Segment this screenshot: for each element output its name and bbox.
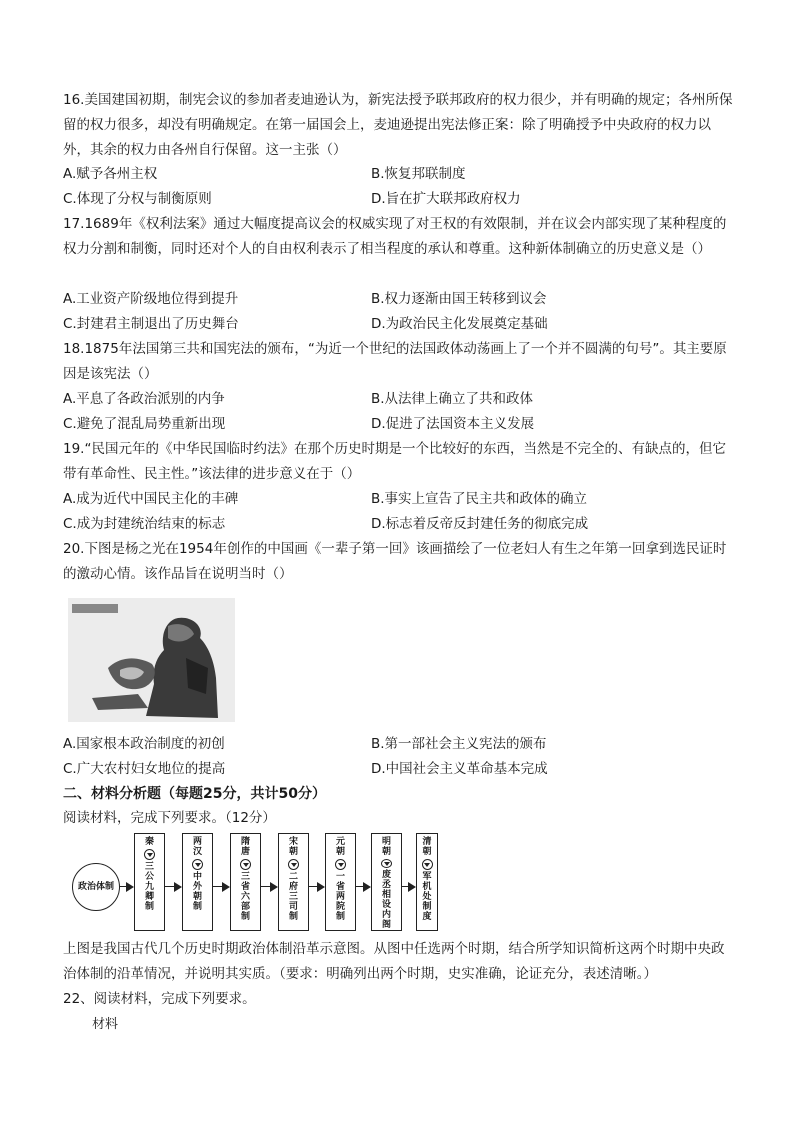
- q17-option-c: C.封建君主制退出了历史舞台: [63, 316, 239, 332]
- q17-stem: 17.1689年《权利法案》通过大幅度提高议会的权威实现了对王权的有效限制，并在议会内部实现了某种程度的权力分割和制衡，同时还对个人的自由权利表示了相当程度的承认和尊重。这种新体制确立的历史意义是（）: [63, 216, 727, 257]
- down-arrow-icon: [144, 849, 155, 860]
- q17-option-a: A.工业资产阶级地位得到提升: [63, 291, 239, 307]
- q20-option-b: B.第一部社会主义宪法的颁布: [371, 736, 547, 752]
- q18-option-b: B.从法律上确立了共和政体: [371, 391, 534, 407]
- q20-option-a: A.国家根本政治制度的初创: [63, 736, 225, 752]
- q18-option-a: A.平息了各政治派别的内争: [63, 391, 225, 407]
- diagram-root: 政治体制: [72, 863, 120, 911]
- diagram-era-box: 元朝 一省两院制: [325, 833, 356, 931]
- q17-option-b: B.权力逐渐由国王转移到议会: [371, 291, 547, 307]
- q19-stem: 19.“民国元年的《中华民国临时约法》在那个历史时期是一个比较好的东西，当然是不完全的、有缺点的，但它带有革命性、民主性。”该法律的进步意义在于（）: [63, 441, 726, 482]
- q20-option-c: C.广大农村妇女地位的提高: [63, 761, 226, 777]
- painting-image: [68, 598, 235, 722]
- q16-option-b: B.恢复邦联制度: [371, 166, 466, 182]
- diagram-era-box: 两汉 中外朝制: [182, 833, 213, 931]
- q18-stem: 18.1875年法国第三共和国宪法的颁布，“为近一个世纪的法国政体动荡画上了一个并不圆满的句号”。其主要原因是该宪法（）: [63, 341, 727, 382]
- diagram-arrow: [356, 882, 371, 892]
- diagram-era-box: 秦 三公九卿制: [134, 833, 165, 931]
- material-label: 材料: [92, 1017, 119, 1032]
- political-system-diagram: [68, 831, 438, 933]
- q19-option-b: B.事实上宣告了民主共和政体的确立: [371, 491, 588, 507]
- diagram-era-box: 清朝 军机处制度: [416, 833, 438, 931]
- diagram-arrow: [309, 882, 325, 892]
- down-arrow-icon: [240, 859, 251, 870]
- q19-option-a: A.成为近代中国民主化的丰碑: [63, 491, 239, 507]
- diagram-era-box: 隋唐 三省六部制: [230, 833, 261, 931]
- q18-option-d: D.促进了法国资本主义发展: [371, 416, 535, 432]
- q18-option-c: C.避免了混乱局势重新出现: [63, 416, 226, 432]
- diagram-era-box: 明朝 废丞相设内阁: [371, 833, 402, 931]
- q20-stem: 20.下图是杨之光在1954年创作的中国画《一辈子第一回》该画描绘了一位老妇人有生之年第一回拿到选民证时的激动心情。该作品旨在说明当时（）: [63, 541, 727, 582]
- q16-option-a: A.赋予各州主权: [63, 166, 158, 182]
- down-arrow-icon: [381, 859, 392, 868]
- diagram-arrow: [213, 882, 230, 892]
- q21-intro: 阅读材料，完成下列要求。（12分）: [63, 810, 276, 826]
- down-arrow-icon: [422, 859, 433, 870]
- down-arrow-icon: [192, 859, 203, 870]
- diagram-arrow: [261, 882, 278, 892]
- diagram-era-box: 宋朝 二府三司制: [278, 833, 309, 931]
- q19-option-d: D.标志着反帝反封建任务的彻底完成: [371, 516, 589, 532]
- diagram-arrow: [165, 882, 182, 892]
- down-arrow-icon: [335, 859, 346, 870]
- q21-task: 上图是我国古代几个历史时期政治体制沿革示意图。从图中任选两个时期，结合所学知识简析这两个时期中央政治体制的沿革情况，并说明其实质。（要求：明确列出两个时期，史实准确，论证充分，表述清晰。）: [63, 941, 725, 982]
- q20-option-d: D.中国社会主义革命基本完成: [371, 761, 548, 777]
- q16-stem: 16.美国建国初期，制宪会议的参加者麦迪逊认为，新宪法授予联邦政府的权力很少，并有明确的规定；各州所保留的权力很多，却没有明确规定。在第一届国会上，麦迪逊提出宪法修正案：除了明确授予中央政府的权力以外，其余的权力由各州自行保留。这一主张（）: [63, 92, 733, 158]
- q22-intro: 22、阅读材料，完成下列要求。: [63, 991, 256, 1007]
- diagram-arrow: [402, 882, 416, 892]
- q17-option-d: D.为政治民主化发展奠定基础: [371, 316, 548, 332]
- q19-option-c: C.成为封建统治结束的标志: [63, 516, 226, 532]
- q16-option-d: D.旨在扩大联邦政府权力: [371, 191, 521, 207]
- section-title: 二、材料分析题（每题25分，共计50分）: [63, 786, 326, 802]
- diagram-arrow: [120, 882, 134, 892]
- down-arrow-icon: [288, 859, 299, 870]
- q16-option-c: C.体现了分权与制衡原则: [63, 191, 212, 207]
